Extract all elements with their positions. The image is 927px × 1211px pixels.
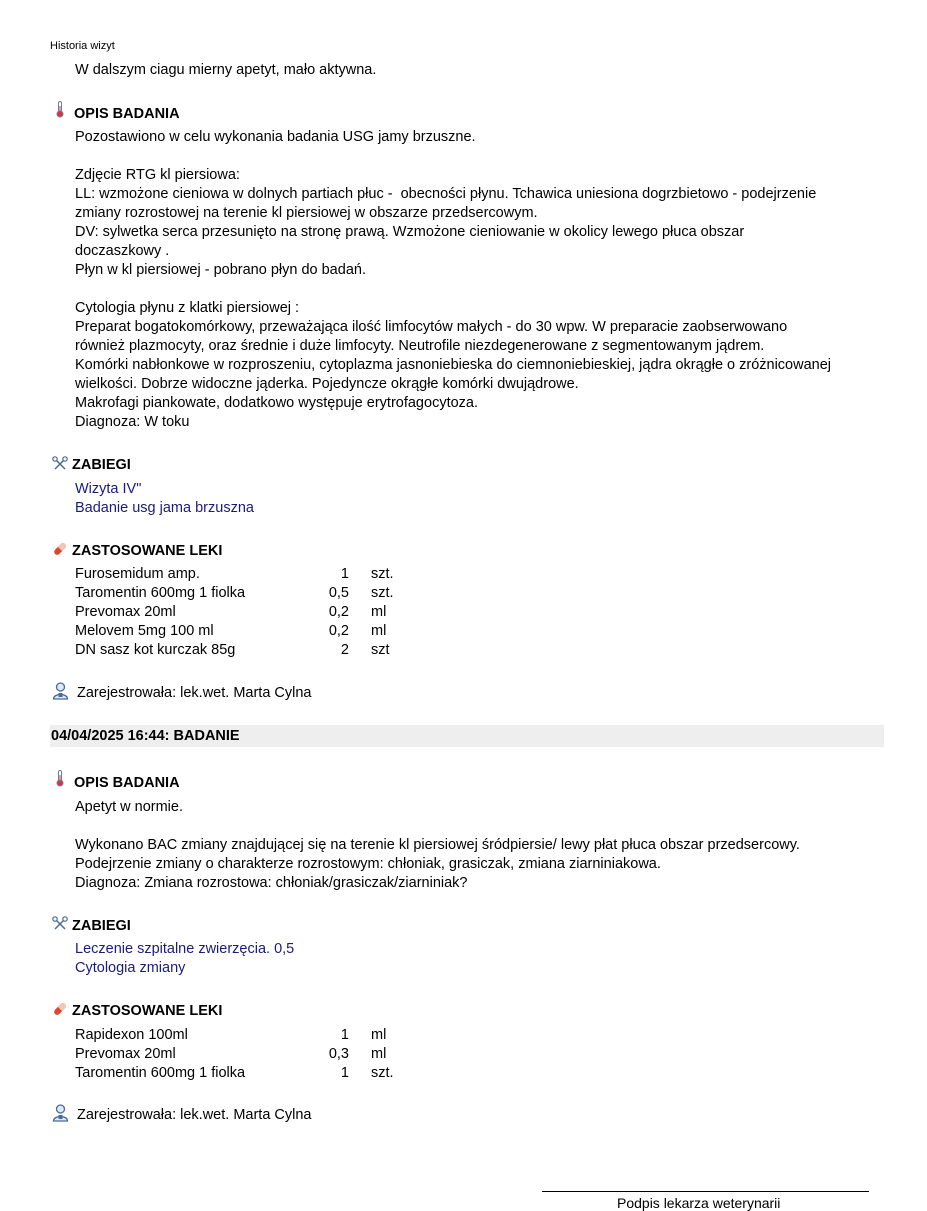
exam-line: Pozostawiono w celu wykonania badania USG jamy brzuszne. [75,129,476,145]
visit2-meds-table [75,1026,435,1083]
exam-line: Makrofagi piankowate, dodatkowo występuje erytrofagocytoza. [75,395,478,411]
med-qty: 0,2 [328,604,349,620]
exam-line: Cytologia płynu z klatki piersiowej : [75,300,300,316]
visit2-procedures-title: ZABIEGI [72,918,131,934]
exam-line [75,817,890,836]
exam-line [75,147,890,166]
med-qty: 1 [340,1027,349,1043]
med-name: Rapidexon 100ml [75,1027,188,1043]
visit1-procedures-title: ZABIEGI [72,457,131,473]
exam-line: DV: sylwetka serca przesunięto na stronę prawą. Wzmożone cieniowanie w okolicy lewego płuca obszar [75,224,745,240]
med-name: Furosemidum amp. [75,566,200,582]
med-unit: ml [371,623,387,639]
med-unit: szt. [371,585,394,601]
med-row [75,1064,435,1083]
med-unit: ml [371,1046,387,1062]
med-name: Prevomax 20ml [75,604,176,620]
visit2-meds-title: ZASTOSOWANE LEKI [72,1003,223,1019]
exam-line: zmiany rozrostowej na terenie kl piersiowej w obszarze przedsercowym. [75,205,538,221]
exam-line: Diagnoza: W toku [75,414,190,430]
med-qty: 0,3 [328,1046,349,1062]
visit1-meds-title: ZASTOSOWANE LEKI [72,543,223,559]
visit1-registered-by: Zarejestrowała: lek.wet. Marta Cylna [77,685,312,701]
doctor-icon [52,682,69,700]
med-name: Prevomax 20ml [75,1046,176,1062]
procedure-item[interactable]: Cytologia zmiany [75,960,186,976]
visit1-exam-description [75,128,890,432]
scissors-icon [52,916,68,932]
exam-line: Płyn w kl piersiowej - pobrano płyn do badań. [75,262,366,278]
med-qty: 0,5 [328,585,349,601]
med-unit: ml [371,1027,387,1043]
thermometer-icon [56,770,64,787]
med-name: Melovem 5mg 100 ml [75,623,214,639]
visit1-intro: W dalszym ciagu mierny apetyt, mało aktywna. [75,62,377,78]
exam-line: doczaszkowy . [75,243,170,259]
visit2-procedures-list [75,940,294,978]
exam-line [75,280,890,299]
exam-line: wielkości. Dobrze widoczne jąderka. Pojedyncze okrągłe komórki dwujądrowe. [75,376,579,392]
exam-line: LL: wzmożone cieniowa w dolnych partiach płuc - obecności płynu. Tchawica uniesiona dogrzbietowo - podejrzenie [75,186,817,202]
exam-line: również plazmocyty, oraz średnie i duże limfocyty. Neutrofile niezdegenerowane z segmentowanym jądrem. [75,338,765,354]
visit2-registered-by: Zarejestrowała: lek.wet. Marta Cylna [77,1107,312,1123]
med-unit: ml [371,604,387,620]
med-unit: szt. [371,1065,394,1081]
pill-icon [52,1001,68,1017]
med-qty: 1 [340,566,349,582]
exam-line: Apetyt w normie. [75,799,183,815]
med-row [75,565,435,584]
med-row [75,641,435,660]
signature-line [542,1191,869,1192]
med-unit: szt [371,642,390,658]
procedure-item[interactable]: Leczenie szpitalne zwierzęcia. 0,5 [75,941,295,957]
exam-line: Podejrzenie zmiany o charakterze rozrostowym: chłoniak, grasiczak, zmiana ziarniniakowa. [75,856,661,872]
thermometer-icon [56,101,64,118]
pill-icon [52,541,68,557]
med-row [75,603,435,622]
exam-line: Wykonano BAC zmiany znajdującej się na terenie kl piersiowej śródpiersie/ lewy płat płuca obszar przedsercowy. [75,837,800,853]
med-unit: szt. [371,566,394,582]
visit2-exam-title: OPIS BADANIA [74,775,180,791]
med-row [75,1026,435,1045]
signature-label: Podpis lekarza weterynarii [617,1195,781,1211]
doctor-icon [52,1104,69,1122]
visit1-exam-title: OPIS BADANIA [74,106,180,122]
visit1-meds-table [75,565,435,660]
med-qty: 1 [340,1065,349,1081]
visit2-heading-bar [50,725,884,747]
med-qty: 2 [340,642,349,658]
exam-line: Zdjęcie RTG kl piersiowa: [75,167,240,183]
exam-line: Diagnoza: Zmiana rozrostowa: chłoniak/grasiczak/ziarniniak? [75,875,468,891]
procedure-item[interactable]: Badanie usg jama brzuszna [75,500,254,516]
med-name: DN sasz kot kurczak 85g [75,642,236,658]
visit2-exam-description [75,798,890,893]
med-row [75,584,435,603]
exam-line: Komórki nabłonkowe w rozproszeniu, cytoplazma jasnoniebieska do ciemnoniebieskiej, jądra okrągłe o zróżnicowanej [75,357,832,373]
page-header: Historia wizyt [50,40,115,52]
med-name: Taromentin 600mg 1 fiolka [75,1065,246,1081]
visit-heading: 04/04/2025 16:44: BADANIE [51,728,240,744]
med-row [75,1045,435,1064]
visit1-procedures-list [75,480,254,518]
med-name: Taromentin 600mg 1 fiolka [75,585,246,601]
med-row [75,622,435,641]
med-qty: 0,2 [328,623,349,639]
procedure-item[interactable]: Wizyta IV" [75,481,142,497]
exam-line: Preparat bogatokomórkowy, przeważająca ilość limfocytów małych - do 30 wpw. W preparacie zaobserwowano [75,319,788,335]
scissors-icon [52,456,68,472]
